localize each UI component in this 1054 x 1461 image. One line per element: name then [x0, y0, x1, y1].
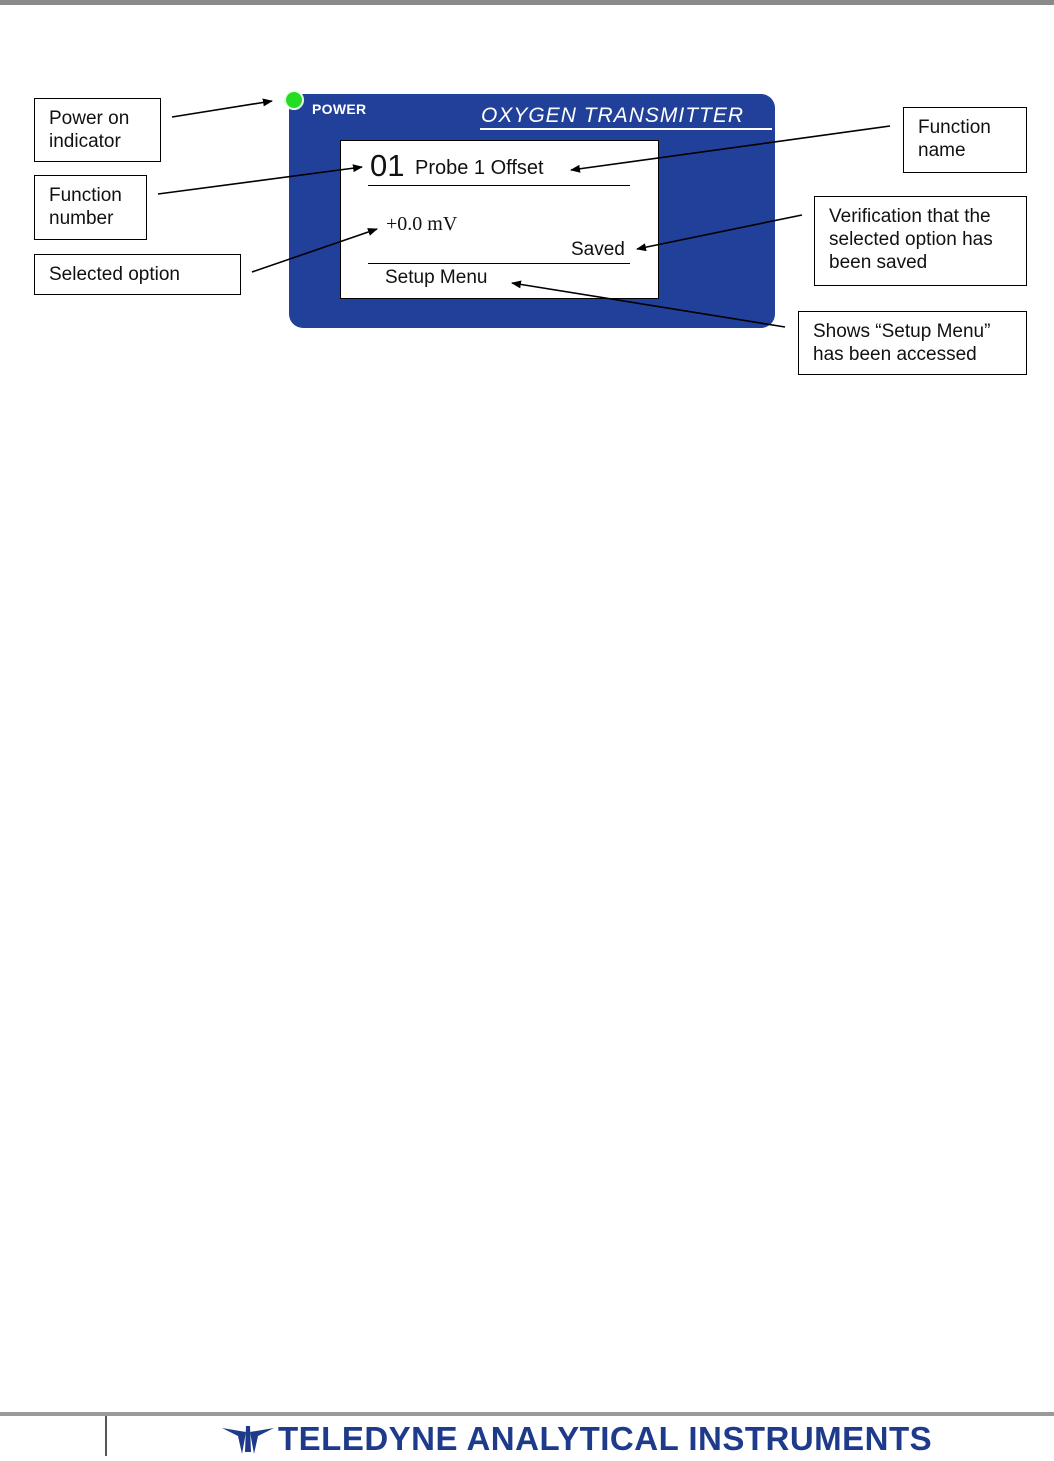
callout-line: Function	[49, 185, 122, 206]
callout-line: name	[918, 140, 966, 161]
function-name: Probe 1 Offset	[415, 157, 544, 179]
callout-line: Selected option	[49, 264, 180, 285]
arrow-function-name	[571, 126, 890, 170]
callout-line: has been accessed	[813, 344, 977, 365]
callout-line: Shows “Setup Menu”	[813, 321, 991, 342]
setup-menu-label: Setup Menu	[385, 267, 488, 288]
selected-option-value: +0.0 mV	[386, 213, 458, 235]
footer-divider	[105, 1416, 107, 1456]
arrow-power-on	[172, 101, 272, 117]
footer-rule	[0, 1412, 1054, 1416]
callout-line: Function	[918, 117, 991, 138]
arrow-selected-option	[252, 229, 377, 272]
product-title: OXYGEN TRANSMITTER	[481, 104, 745, 127]
callout-line: number	[49, 208, 114, 229]
saved-status: Saved	[571, 239, 625, 260]
callout-line: Verification that the	[829, 206, 991, 227]
teledyne-logo-icon	[220, 1422, 276, 1456]
callout-line: selected option has	[829, 229, 993, 250]
callout-line: been saved	[829, 252, 928, 273]
arrow-setup-menu	[512, 283, 785, 327]
callout-line: Power on	[49, 108, 130, 129]
power-label: POWER	[312, 101, 367, 117]
callout-line: indicator	[49, 131, 121, 152]
brand-name: TELEDYNE ANALYTICAL INSTRUMENTS	[278, 1420, 933, 1457]
arrow-verification	[637, 215, 802, 249]
arrow-function-number	[158, 167, 362, 194]
function-number: 01	[370, 148, 405, 183]
